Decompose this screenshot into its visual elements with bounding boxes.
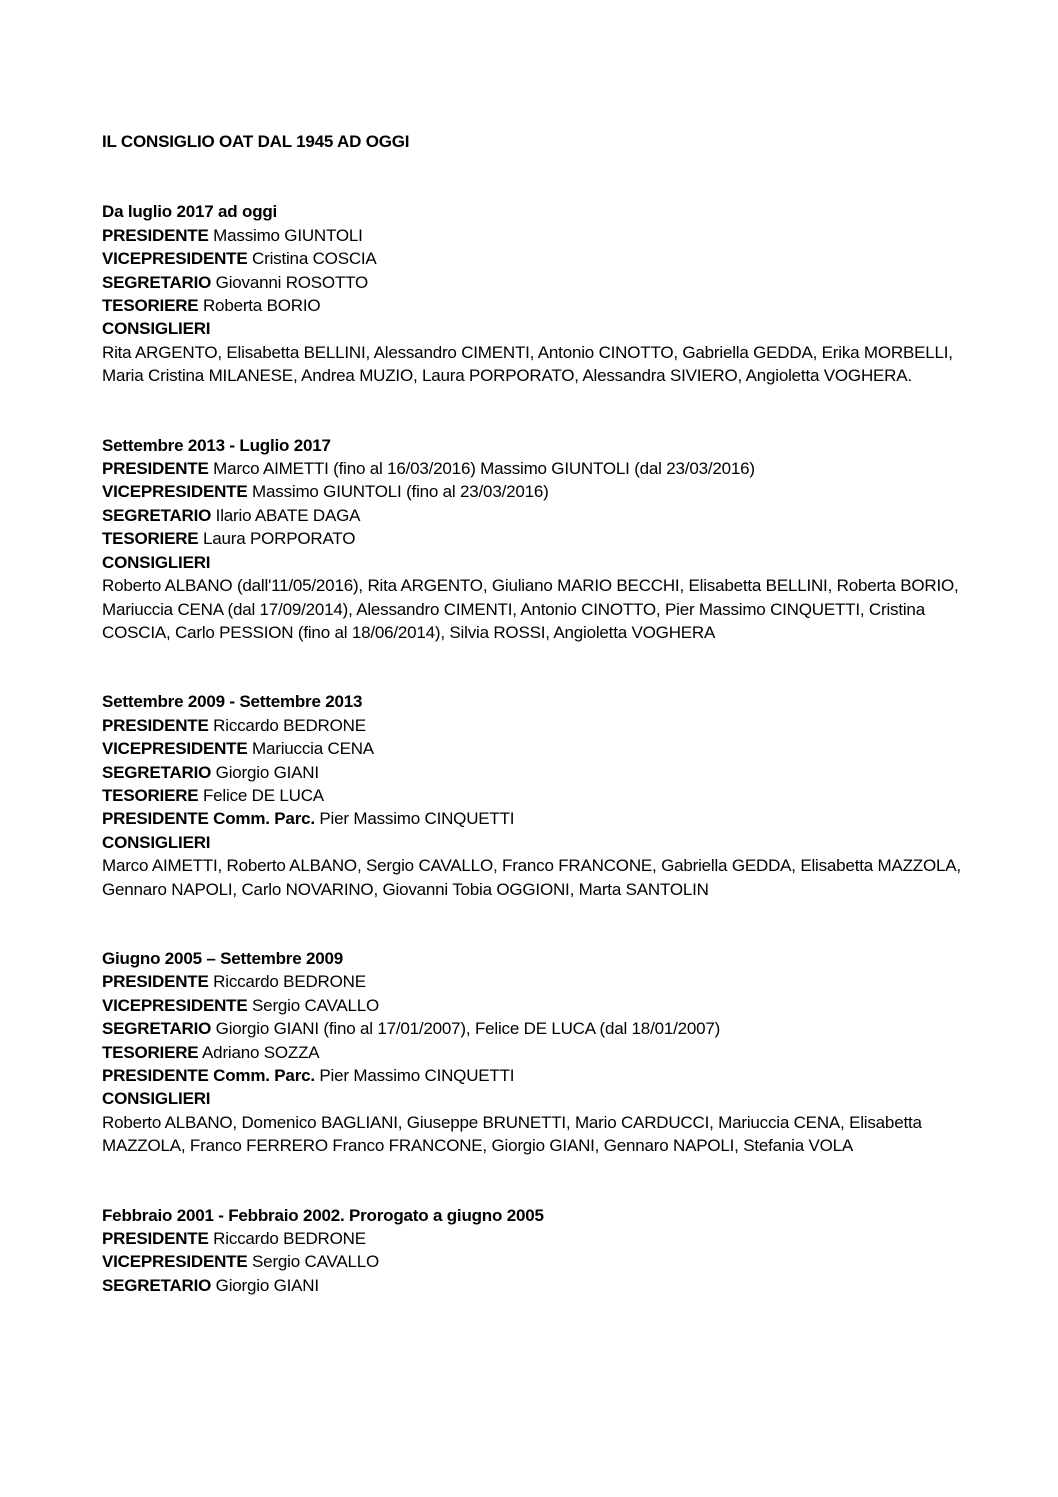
role-label: PRESIDENTE bbox=[102, 459, 209, 479]
role-line-vicepresidente bbox=[102, 480, 962, 503]
role-label: PRESIDENTE bbox=[102, 715, 209, 735]
role-label: PRESIDENTE Comm. Parc. bbox=[102, 809, 315, 829]
role-line-vicepresidente bbox=[102, 247, 962, 270]
consiglieri-list: Roberto ALBANO, Domenico BAGLIANI, Giuseppe BRUNETTI, Mario CARDUCCI, Mariuccia CENA, Elisabetta MAZZOLA, Franco FERRERO Franco FRANCONE, Giorgio GIANI, Gennaro NAPOLI, Stefania VOLA bbox=[102, 1112, 922, 1156]
role-line-tesoriere bbox=[102, 527, 962, 550]
role-value: Giorgio GIANI bbox=[215, 1275, 319, 1295]
role-value: Adriano SOZZA bbox=[202, 1042, 320, 1062]
role-line-vicepresidente bbox=[102, 737, 962, 760]
role-value: Cristina COSCIA bbox=[252, 249, 377, 269]
section-title: Settembre 2009 - Settembre 2013 bbox=[102, 692, 363, 712]
role-label: SEGRETARIO bbox=[102, 1275, 212, 1295]
section-title: Febbraio 2001 - Febbraio 2002. Prorogato a giugno 2005 bbox=[102, 1205, 544, 1225]
role-line-presidente bbox=[102, 1227, 962, 1250]
role-value: Giovanni ROSOTTO bbox=[215, 272, 369, 292]
role-value: Pier Massimo CINQUETTI bbox=[319, 809, 515, 829]
council-section bbox=[102, 690, 962, 901]
role-label: PRESIDENTE Comm. Parc. bbox=[102, 1066, 315, 1085]
role-value: Ilario ABATE DAGA bbox=[215, 505, 361, 525]
role-label: TESORIERE bbox=[102, 785, 199, 805]
role-value: Sergio CAVALLO bbox=[252, 1252, 380, 1272]
role-value: Mariuccia CENA bbox=[252, 739, 374, 759]
role-line-presidente bbox=[102, 970, 962, 993]
role-line-presidente bbox=[102, 457, 962, 480]
role-line-tesoriere bbox=[102, 1041, 962, 1064]
role-label: SEGRETARIO bbox=[102, 1019, 212, 1039]
role-value: Riccardo BEDRONE bbox=[213, 715, 366, 735]
role-line-segretario bbox=[102, 1017, 962, 1040]
role-line-tesoriere bbox=[102, 294, 962, 317]
section-title: Settembre 2013 - Luglio 2017 bbox=[102, 435, 331, 455]
role-value: Riccardo BEDRONE bbox=[213, 972, 366, 992]
role-value: Felice DE LUCA bbox=[202, 785, 324, 805]
role-label: VICEPRESIDENTE bbox=[102, 995, 248, 1015]
role-value: Giorgio GIANI (fino al 17/01/2007), Felice DE LUCA (dal 18/01/2007) bbox=[215, 1019, 721, 1039]
council-section bbox=[102, 434, 962, 645]
role-line-segretario bbox=[102, 504, 962, 527]
consiglieri-list: Marco AIMETTI, Roberto ALBANO, Sergio CAVALLO, Franco FRANCONE, Gabriella GEDDA, Elisabetta MAZZOLA, Gennaro NAPOLI, Carlo NOVARINO, Giovanni Tobia OGGIONI, Marta SANTOLIN bbox=[102, 856, 961, 899]
role-value: Massimo GIUNTOLI (fino al 23/03/2016) bbox=[252, 482, 549, 502]
council-section bbox=[102, 200, 962, 387]
role-label: PRESIDENTE bbox=[102, 225, 209, 245]
document-title: IL CONSIGLIO OAT DAL 1945 AD OGGI bbox=[102, 132, 410, 151]
role-line-presidente-comm-parc bbox=[102, 1064, 962, 1087]
role-value: Sergio CAVALLO bbox=[252, 995, 380, 1015]
role-line-segretario bbox=[102, 271, 962, 294]
role-value: Marco AIMETTI (fino al 16/03/2016) Massimo GIUNTOLI (dal 23/03/2016) bbox=[213, 459, 755, 479]
role-label: TESORIERE bbox=[102, 296, 199, 316]
role-value: Massimo GIUNTOLI bbox=[213, 225, 363, 245]
role-line-presidente bbox=[102, 224, 962, 247]
consiglieri-label: CONSIGLIERI bbox=[102, 552, 211, 572]
role-line-segretario bbox=[102, 761, 962, 784]
role-label: PRESIDENTE bbox=[102, 1229, 209, 1249]
section-title: Da luglio 2017 ad oggi bbox=[102, 202, 278, 222]
role-label: TESORIERE bbox=[102, 529, 199, 549]
role-value: Giorgio GIANI bbox=[215, 762, 319, 782]
role-line-tesoriere bbox=[102, 784, 962, 807]
role-label: VICEPRESIDENTE bbox=[102, 482, 248, 502]
consiglieri-list: Roberto ALBANO (dall'11/05/2016), Rita ARGENTO, Giuliano MARIO BECCHI, Elisabetta BELLINI, Roberta BORIO, Mariuccia CENA (dal 17/09/2014), Alessandro CIMENTI, Antonio CINOTTO, Pier Massimo CINQUETTI, Cristina COSCIA, Carlo PESSION (fino al 18/06/2014), Silvia ROSSI, Angioletta VOGHERA bbox=[102, 576, 959, 642]
consiglieri-label: CONSIGLIERI bbox=[102, 319, 211, 339]
role-label: SEGRETARIO bbox=[102, 505, 212, 525]
role-value: Pier Massimo CINQUETTI bbox=[319, 1066, 515, 1085]
consiglieri-label: CONSIGLIERI bbox=[102, 1089, 211, 1109]
role-line-vicepresidente bbox=[102, 994, 962, 1017]
section-title: Giugno 2005 – Settembre 2009 bbox=[102, 948, 344, 968]
role-label: TESORIERE bbox=[102, 1042, 199, 1062]
council-section bbox=[102, 947, 962, 1158]
council-section bbox=[102, 1204, 962, 1298]
role-label: SEGRETARIO bbox=[102, 762, 212, 782]
role-line-segretario bbox=[102, 1274, 962, 1297]
role-line-presidente-comm-parc bbox=[102, 807, 962, 830]
role-label: VICEPRESIDENTE bbox=[102, 1252, 248, 1272]
role-line-vicepresidente bbox=[102, 1250, 962, 1273]
consiglieri-label: CONSIGLIERI bbox=[102, 832, 211, 852]
consiglieri-list: Rita ARGENTO, Elisabetta BELLINI, Alessandro CIMENTI, Antonio CINOTTO, Gabriella GEDDA, Erika MORBELLI, Maria Cristina MILANESE, Andrea MUZIO, Laura PORPORATO, Alessandra SIVIERO, Angioletta VOGHERA. bbox=[102, 342, 953, 386]
role-label: VICEPRESIDENTE bbox=[102, 739, 248, 759]
role-label: PRESIDENTE bbox=[102, 972, 209, 992]
role-value: Roberta BORIO bbox=[202, 296, 321, 316]
role-value: Riccardo BEDRONE bbox=[213, 1229, 366, 1249]
role-label: VICEPRESIDENTE bbox=[102, 249, 248, 269]
document-page bbox=[102, 130, 962, 1343]
role-label: SEGRETARIO bbox=[102, 272, 212, 292]
role-value: Laura PORPORATO bbox=[202, 529, 356, 549]
role-line-presidente bbox=[102, 714, 962, 737]
